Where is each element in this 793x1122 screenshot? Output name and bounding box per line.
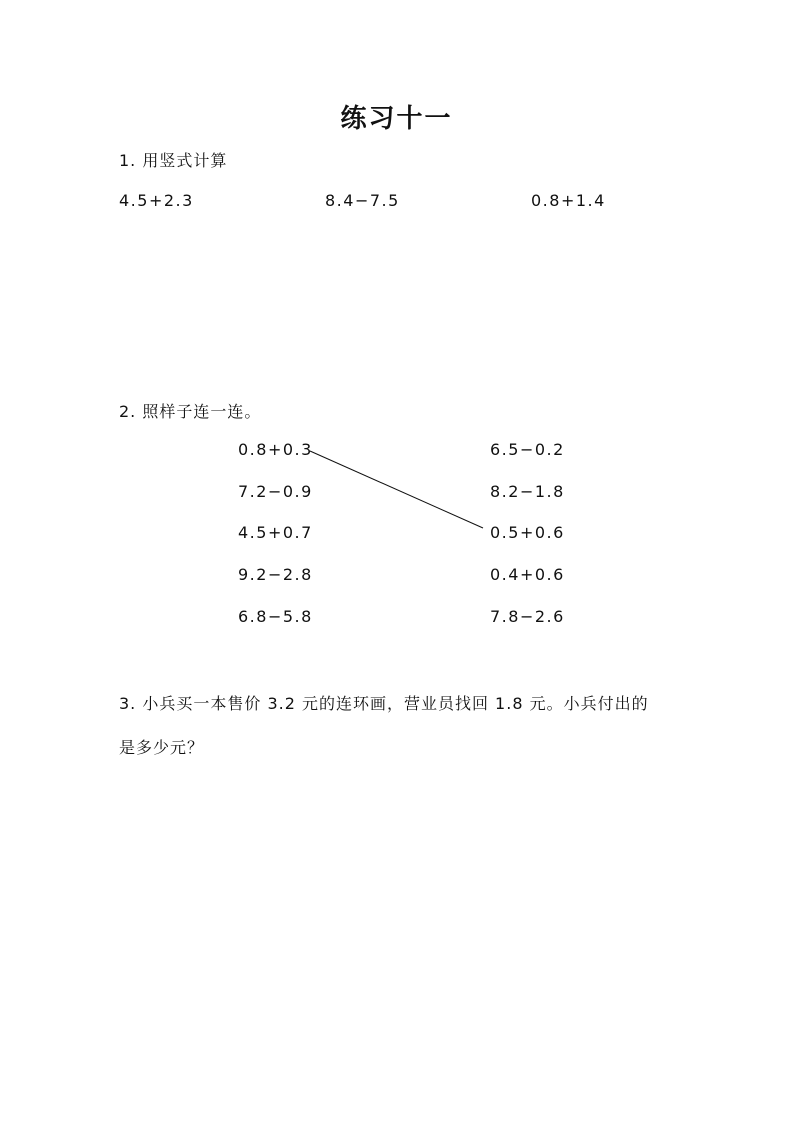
question-3-line-1: 3. 小兵买一本售价 3.2 元的连环画，营业员找回 1.8 元。小兵付出的 [119,694,649,713]
problem-1: 4.5+2.3 [119,191,194,210]
right-item: 8.2−1.8 [490,482,565,501]
left-item: 4.5+0.7 [238,523,313,542]
right-item: 0.5+0.6 [490,523,565,542]
left-item: 9.2−2.8 [238,565,313,584]
page-title: 练习十一 [340,104,453,134]
right-item: 0.4+0.6 [490,565,565,584]
right-item: 6.5−0.2 [490,440,565,459]
problem-3: 0.8+1.4 [531,191,606,210]
left-item: 0.8+0.3 [238,440,313,459]
question-3-line-2: 是多少元？ [119,738,205,757]
question-1-heading: 1. 用竖式计算 [119,151,228,170]
left-item: 7.2−0.9 [238,482,313,501]
right-item: 7.8−2.6 [490,607,565,626]
left-item: 6.8−5.8 [238,607,313,626]
problem-2: 8.4−7.5 [325,191,400,210]
question-2-heading: 2. 照样子连一连。 [119,402,262,421]
